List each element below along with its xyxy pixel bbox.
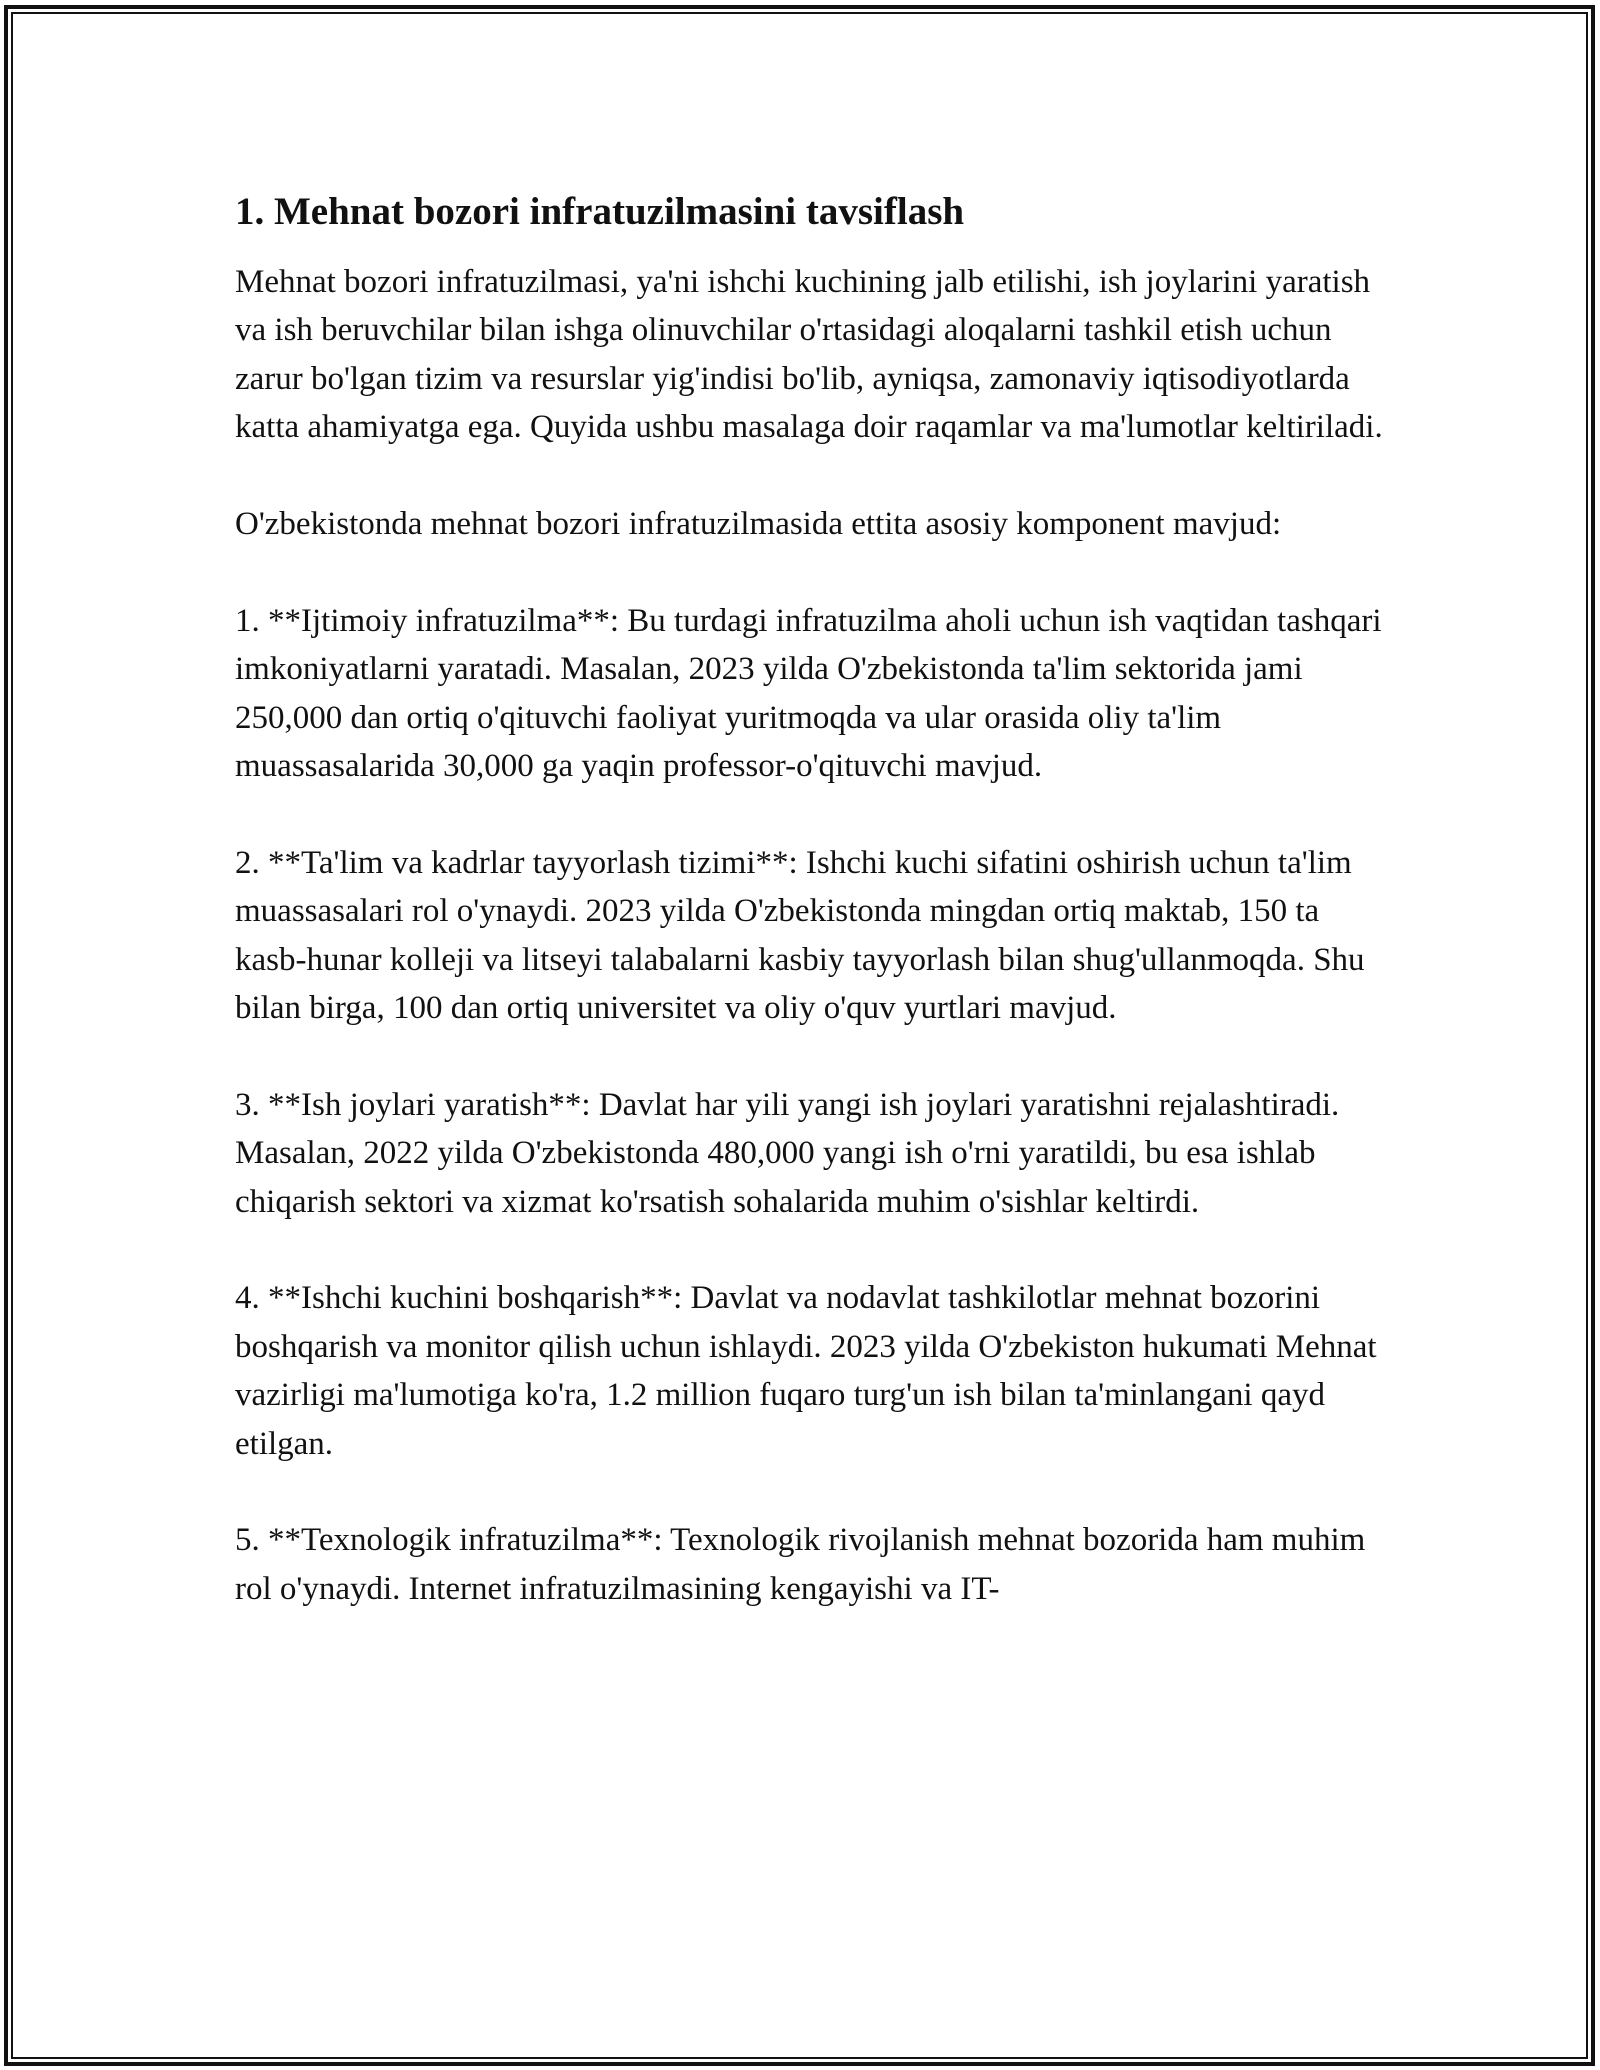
paragraph-intro: Mehnat bozori infratuzilmasi, ya'ni ishchi kuchining jalb etilishi, ish joylarini yaratish va ish beruvchilar bilan ishga olinuvchilar o'rtasidagi aloqalarni tashkil etish uchun zarur bo'lgan tizim va resurslar yig'indisi bo'lib, ayniqsa, zamonaviy iqtisodiyotlarda katta ahamiyatga ega. Quyida ushbu masalaga doir raqamlar va ma'lumotlar keltiriladi. [235,264,1383,446]
list-item-workforce-management: 4. **Ishchi kuchini boshqarish**: Davlat va nodavlat tashkilotlar mehnat bozorini boshqarish va monitor qilish uchun ishlaydi. 2023 yilda O'zbekiston hukumati Mehnat vazirligi ma'lumotiga ko'ra, 1.2 million fuqaro turg'un ish bilan ta'minlangani qayd etilgan. [235,1280,1377,1462]
paragraph-components: O'zbekistonda mehnat bozori infratuzilmasida ettita asosiy komponent mavjud: [235,506,1282,543]
document-body [235,186,1395,1613]
list-item-technological-infrastructure: 5. **Texnologik infratuzilma**: Texnologik rivojlanish mehnat bozorida ham muhim rol o'ynaydi. Internet infratuzilmasining kengayishi va IT- [235,1522,1366,1607]
list-item-job-creation: 3. **Ish joylari yaratish**: Davlat har yili yangi ish joylari yaratishni rejalashtiradi. Masalan, 2022 yilda O'zbekistonda 480,000 yangi ish o'rni yaratildi, bu esa ishlab chiqarish sektori va xizmat ko'rsatish sohalarida muhim o'sishlar keltirdi. [235,1086,1340,1220]
list-item-social-infrastructure: 1. **Ijtimoiy infratuzilma**: Bu turdagi infratuzilma aholi uchun ish vaqtidan tashqari imkoniyatlarni yaratadi. Masalan, 2023 yilda O'zbekistonda ta'lim sektorida jami 250,000 dan ortiq o'qituvchi faoliyat yuritmoqda va ular orasida oliy ta'lim muassasalarida 30,000 ga yaqin professor-o'qituvchi mavjud. [235,602,1382,785]
section-title: 1. Mehnat bozori infratuzilmasini tavsiflash [235,190,965,233]
list-item-education-system: 2. **Ta'lim va kadrlar tayyorlash tizimi**: Ishchi kuchi sifatini oshirish uchun ta'lim muassasalari rol o'ynaydi. 2023 yilda O'zbekistonda mingdan ortiq maktab, 150 ta kasb-hunar kolleji va litseyi talabalarni kasbiy tayyorlash bilan shug'ullanmoqda. Shu bilan birga, 100 dan ortiq universitet va oliy o'quv yurtlari mavjud. [235,844,1365,1027]
